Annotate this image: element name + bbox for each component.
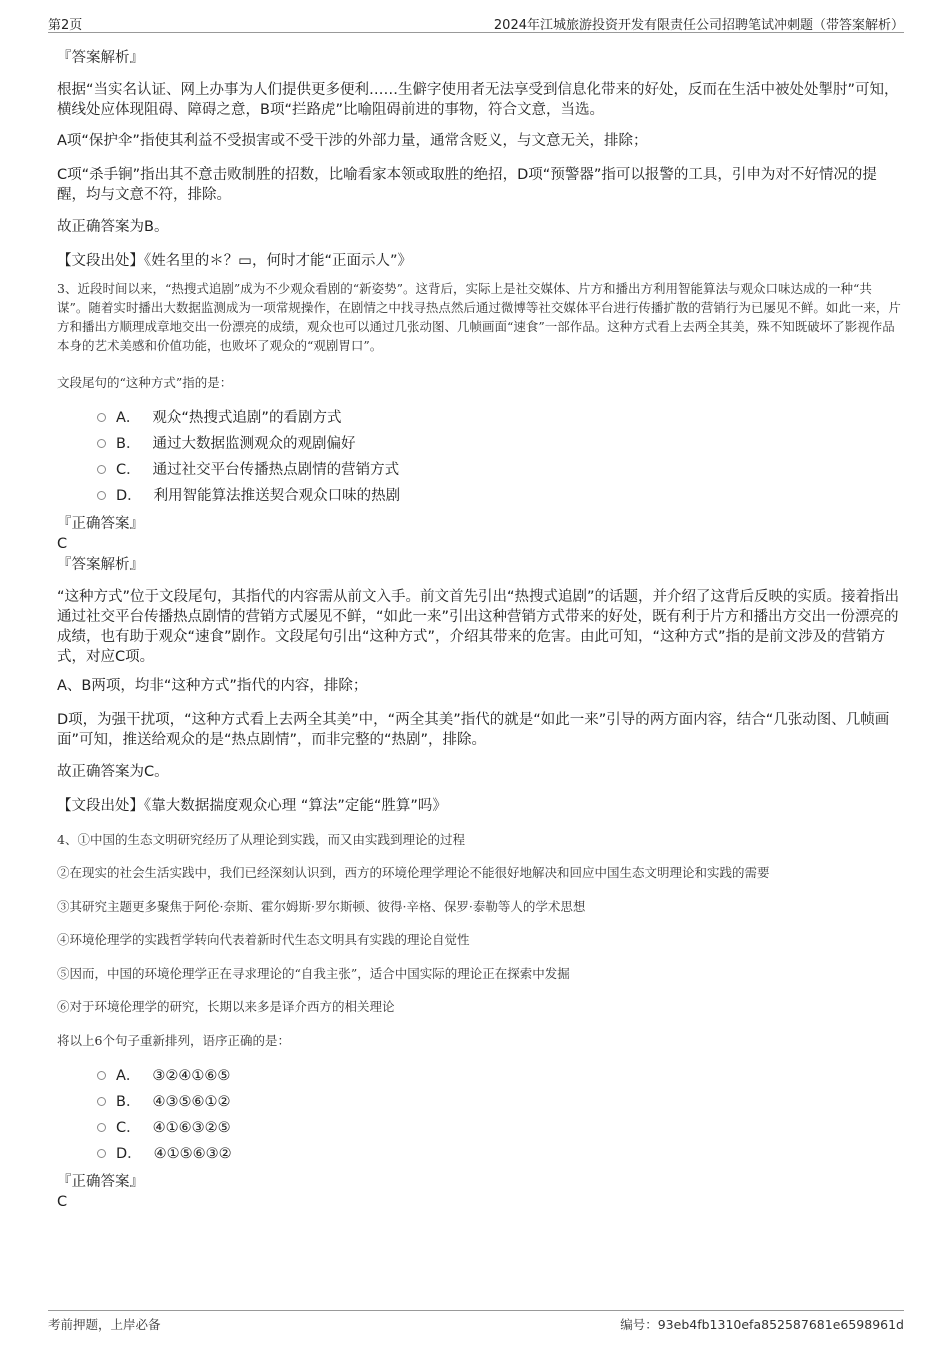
option-c[interactable]: C． ④①⑥③②⑤ — [97, 1118, 231, 1138]
sentence-2: ②在现实的社会生活实践中，我们已经深刻认识到，西方的环境伦理学理论不能很好地解决和回应中国生态文明理论和实践的需要 — [57, 865, 770, 880]
page-header — [48, 12, 904, 33]
option-a[interactable]: A． 观众“热搜式追剧”的看剧方式 — [97, 408, 341, 428]
analysis-conclusion: 故正确答案为B。 — [57, 219, 169, 235]
sentence-1: 4、①中国的生态文明研究经历了从理论到实践，而又由实践到理论的过程 — [57, 832, 465, 847]
page-footer — [48, 1310, 904, 1332]
radio-icon[interactable] — [97, 1097, 106, 1106]
option-d[interactable]: D． ④①⑤⑥③② — [97, 1144, 232, 1164]
radio-icon[interactable] — [97, 439, 106, 448]
footer-slogan: 考前押题，上岸必备 — [48, 1317, 161, 1332]
correct-answer: C — [57, 1194, 68, 1210]
document-id: 编号：93eb4fb1310efa852587681e6598961d — [620, 1317, 904, 1332]
radio-icon[interactable] — [97, 1123, 106, 1132]
radio-icon[interactable] — [97, 1149, 106, 1158]
option-c[interactable]: C． 通过社交平台传播热点剧情的营销方式 — [97, 460, 399, 480]
option-d[interactable]: D． 利用智能算法推送契合观众口味的热剧 — [97, 486, 400, 506]
analysis-paragraph: D项，为强干扰项，“这种方式看上去两全其美”中，“两全其美”指代的就是“如此一来”引导的两方面内容，结合“几张动图、几帧画面”可知，推送给观众的是“热点剧情”，而非完整的“热剧”，排除。 — [57, 712, 890, 748]
radio-icon[interactable] — [97, 465, 106, 474]
analysis-paragraph: 根据“当实名认证、网上办事为人们提供更多便利……生僻字使用者无法享受到信息化带来的好处，反而在生活中被处处掣肘”可知，横线处应体现阻碍、障碍之意，B项“拦路虎”比喻阻碍前进的事物，符合文意，当选。 — [57, 82, 899, 118]
radio-icon[interactable] — [97, 1071, 106, 1080]
radio-icon[interactable] — [97, 491, 106, 500]
question-stem: 3、近段时间以来，“热搜式追剧”成为不少观众看剧的“新姿势”。这背后，实际上是社交媒体、片方和播出方利用智能算法与观众口味达成的一种“共谋”。随着实时播出大数据监测成为一项常规操作，在剧情之中找寻热点然后通过微博等社交媒体平台进行传播扩散的营销行为已屡见不鲜。如此一来，片方和播出方顺理成章地交出一份漂亮的成绩，观众也可以通过几张动图、几帧画面“速食”一部作品。这种方式看上去两全其美，殊不知既破坏了影视作品本身的艺术美感和价值功能，也败坏了观众的“观剧胃口”。 — [57, 281, 901, 353]
correct-answer-label: 『正确答案』 — [57, 1174, 144, 1190]
radio-icon[interactable] — [97, 413, 106, 422]
analysis-paragraph: C项“杀手锏”指出其不意击败制胜的招数，比喻看家本领或取胜的绝招，D项“预警器”指可以报警的工具，引申为对不好情况的提醒，均与文意不符，排除。 — [57, 167, 877, 203]
analysis-paragraph: A项“保护伞”指使其利益不受损害或不受干涉的外部力量，通常含贬义，与文意无关，排除； — [57, 133, 648, 149]
analysis-paragraph: A、B两项，均非“这种方式”指代的内容，排除； — [57, 678, 368, 694]
question-prompt: 文段尾句的“这种方式”指的是： — [57, 375, 233, 390]
answer-analysis-label: 『答案解析』 — [57, 50, 144, 66]
question-prompt: 将以上6个句子重新排列，语序正确的是： — [57, 1033, 290, 1048]
correct-answer: C — [57, 536, 68, 552]
sentence-5: ⑤因而，中国的环境伦理学正在寻求理论的“自我主张”，适合中国实际的理论正在探索中发掘 — [57, 966, 570, 981]
option-a[interactable]: A． ③②④①⑥⑤ — [97, 1066, 230, 1086]
analysis-paragraph: “这种方式”位于文段尾句，其指代的内容需从前文入手。前文首先引出“热搜式追剧”的话题，并介绍了这背后反映的实质。接着指出通过社交平台传播热点剧情的营销方式屡见不鲜，“如此一来”引出这种营销方式带来的好处，既有利于片方和播出方交出一份漂亮的成绩，也有助于观众“速食”剧作。文段尾句引出“这种方式”，介绍其带来的危害。由此可知，“这种方式”指的是前文涉及的营销方式，对应C项。 — [57, 589, 900, 665]
sentence-3: ③其研究主题更多聚焦于阿伦·奈斯、霍尔姆斯·罗尔斯顿、彼得·辛格、保罗·泰勒等人的学术思想 — [57, 899, 586, 914]
source-citation: 【文段出处】《姓名里的＊？▭，何时才能“正面示人”》 — [57, 253, 412, 269]
option-b[interactable]: B． 通过大数据监测观众的观剧偏好 — [97, 434, 355, 454]
sentence-6: ⑥对于环境伦理学的研究，长期以来多是译介西方的相关理论 — [57, 999, 395, 1014]
analysis-conclusion: 故正确答案为C。 — [57, 764, 169, 780]
correct-answer-label: 『正确答案』 — [57, 516, 144, 532]
sentence-4: ④环境伦理学的实践哲学转向代表着新时代生态文明具有实践的理论自觉性 — [57, 932, 470, 947]
document-title: 2024年江城旅游投资开发有限责任公司招聘笔试冲刺题（带答案解析） — [493, 18, 904, 33]
answer-analysis-label: 『答案解析』 — [57, 557, 144, 573]
source-citation: 【文段出处】《靠大数据揣度观众心理 “算法”定能“胜算”吗》 — [57, 798, 447, 814]
page-number: 第2页 — [48, 18, 83, 33]
option-b[interactable]: B． ④③⑤⑥①② — [97, 1092, 230, 1112]
